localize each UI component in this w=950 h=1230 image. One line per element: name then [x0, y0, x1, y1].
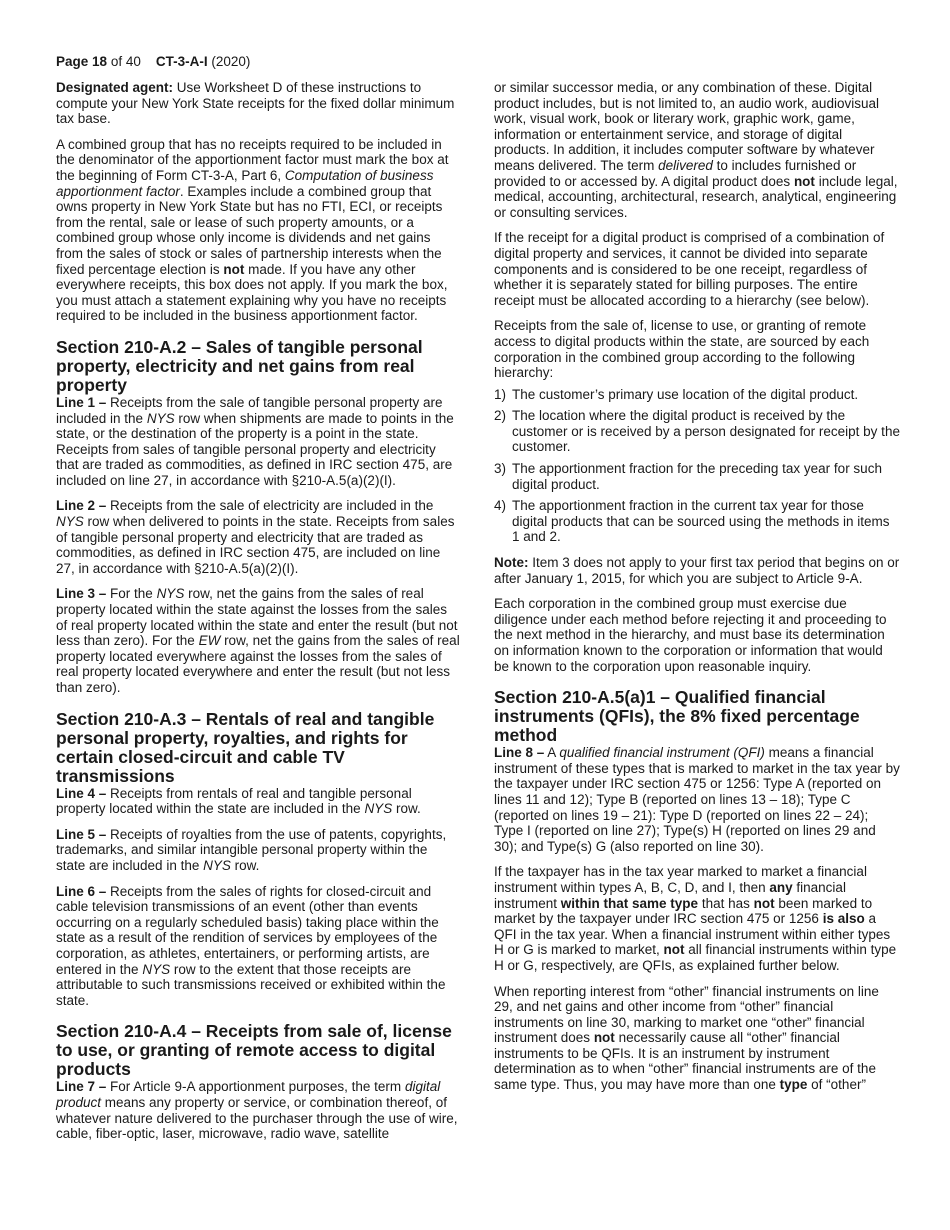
list-item [494, 408, 900, 455]
line-3-paragraph [56, 586, 460, 695]
combined-text-italic: Computation of business apportionment factor [56, 167, 434, 199]
hierarchy-list [494, 387, 900, 545]
list-item-text: The apportionment fraction for the preceding tax year for such digital product. [512, 461, 882, 492]
line-4-label: Line 4 – [56, 785, 107, 801]
note-label: Note: [494, 555, 529, 571]
note-paragraph [494, 555, 900, 586]
list-item-number: 2) [494, 408, 507, 424]
form-year: (2020) [211, 54, 251, 69]
dp-text-b: to includes furnished or provided to or accessed by. A digital product does [494, 157, 857, 189]
receipts-hierarchy-paragraph: Receipts from the sale of, license to use, or granting of remote access to digital products within the state, are sourced by each corporation in the combined group according to the following hierarchy: [494, 318, 870, 381]
line-3-italic-nys: NYS [156, 586, 185, 602]
line-3-italic-ew: EW [198, 633, 221, 649]
designated-agent-label: Designated agent: [56, 80, 174, 95]
line-4-italic: NYS [364, 801, 393, 817]
due-diligence-paragraph: Each corporation in the combined group must exercise due diligence under each method before rejecting it and proceeding to the next method in the hierarchy, and must base its determination on information known to the corporation or information that would be known to the corporation upon reasonable inquiry. [494, 596, 887, 674]
line-7-text-a: For Article 9-A apportionment purposes, the term [106, 1079, 405, 1095]
oi-bold-type: type [779, 1077, 808, 1093]
left-column [56, 80, 460, 1142]
section-210-a3-heading: Section 210-A.3 – Rentals of real and tangible personal property, royalties, and rights for certain closed-circuit and cable TV transmissions [56, 708, 435, 786]
line-5-label: Line 5 – [56, 826, 107, 842]
dp-text-a: or similar successor media, or any combination of these. Digital product includes, but is not limited to, an audio work, audiovisual work, visual work, book or literary work, graphic work, game, information or entertainment service, and storage of digital products. In addition, it includes computer software by whatever means delivered. The term [494, 80, 879, 173]
combined-text-bold: not [223, 261, 245, 277]
list-item [494, 387, 900, 403]
line-6-text-a: Receipts from the sales of rights for closed-circuit and cable television transmissions of an event (other than events occurring on a regularly scheduled basis) taking place within the state as a result of the rendition of services by employees of the corporation, as athletes, entertainers, or performing artists, are entered in the [56, 883, 439, 977]
line-2-text-b: row when delivered to points in the state. Receipts from sales of tangible personal property and electricity that are traded as commodities, as defined in IRC section 475, are included on line 27, in accordance with §210-A.5(a)(2)(I). [56, 514, 455, 576]
combined-text-3: made. If you have any other everywhere receipts, this box does not apply. If you mark the box, you must attach a statement explaining why you have no receipts required to be included in the business apportionment factor. [56, 261, 448, 324]
line-2-italic: NYS [56, 514, 84, 530]
line-7-text-b: means any property or service, or combination thereof, of whatever nature delivered to the purchaser through the use of wire, cable, fiber-optic, laser, microwave, radio wave, satellite [56, 1094, 458, 1142]
line-7-label: Line 7 – [56, 1079, 107, 1095]
line-8-paragraph [494, 745, 900, 854]
line-3-text-b: row, net the gains from the sales of real property located within the state against the losses from the sales of real property located within the state and enter the result (but not less than zero). For the [56, 586, 458, 649]
line-1-italic: NYS [146, 410, 175, 426]
list-item [494, 498, 900, 545]
tq-text-e: a QFI in the tax year. When a financial instrument within either types H or G is marked to market, [494, 911, 891, 958]
line-3-text-c: row, net the gains from the sales of real property located everywhere against the losses from the sales of real property located everywhere and enter the result (but not less than zero). [56, 633, 460, 695]
tq-bold-not-2: not [663, 942, 685, 958]
list-item-number: 3) [494, 461, 507, 477]
tq-text-d: been marked to market by the taxpayer under IRC section 475 or 1256 [494, 895, 873, 927]
line-4-paragraph [56, 786, 460, 817]
tq-bold-same-type: within that same type [560, 895, 699, 911]
right-column [494, 80, 900, 1093]
designated-agent-paragraph [56, 80, 460, 127]
line-2-label: Line 2 – [56, 498, 107, 514]
line-4-text-b: row. [392, 801, 421, 817]
list-item-number: 1) [494, 386, 507, 402]
combined-group-paragraph [56, 137, 460, 324]
designated-agent-text: Use Worksheet D of these instructions to compute your New York State receipts for the fixed dollar minimum tax base. [56, 80, 455, 127]
line-1-text-a: Receipts from the sale of tangible personal property are included in the [56, 394, 443, 426]
oi-text-c: of “other” [807, 1077, 866, 1093]
combined-text-2: . Examples include a combined group that owns property in New York State but has no FTI, ECI, or receipts from the rental, sale or lease of such property amounts, or a combined group whose only income is dividends and net gains from the sales of stock or sales of partnership interests when the fixed percentage election is [56, 183, 443, 277]
line-8-label: Line 8 – [494, 745, 545, 761]
dp-text-c: include legal, medical, accounting, architectural, research, analytical, engineering or consulting services. [494, 173, 898, 220]
section-210-a4-heading: Section 210-A.4 – Receipts from sale of, license to use, or granting of remote access to digital products [56, 1021, 452, 1080]
dp-italic-delivered: delivered [658, 157, 713, 173]
tq-bold-any: any [769, 879, 793, 895]
line-1-label: Line 1 – [56, 394, 107, 410]
oi-bold-not: not [593, 1030, 615, 1046]
digital-product-continued-paragraph [494, 80, 900, 220]
taxpayer-qfi-paragraph [494, 864, 900, 973]
line-7-paragraph [56, 1079, 460, 1141]
dp-bold-not: not [793, 173, 815, 189]
line-1-text-b: row when shipments are made to points in the state, or the destination of the property is a point in the state. Receipts from sales of tangible personal property and electricity that are traded as commodities, as defined in IRC section 475, are included on line 27, in accordance with §210-A.5(a)(2)(I). [56, 410, 454, 488]
line-8-text-b: means a financial instrument of these types that is marked to market in the tax year by the taxpayer under IRC section 475 or 1256: Type A (reported on lines 11 and 12); Type B (reported on lines 13 – 18); Type C (reported on lines 19 – 21): Type D (reported on lines 22 – 24); Type I (reported on line 27); Type(s) H (reported on lines 29 and 30); and Type(s) G (also reported on line 30). [494, 745, 900, 854]
list-item-text: The apportionment fraction in the current tax year for those digital products that can be sourced using the methods in items 1 and 2. [512, 498, 890, 545]
page-number: Page 18 [56, 54, 108, 69]
tq-text-f: all financial instruments within type H or G, respectively, are QFIs, as explained further below. [494, 942, 897, 973]
combination-receipt-paragraph: If the receipt for a digital product is comprised of a combination of digital property and services, it cannot be divided into separate components and is considered to be one receipt, regardless of whether it is separately stated for billing purposes. The entire receipt must be allocated according to a hierarchy (see below). [494, 230, 885, 308]
line-4-text-a: Receipts from rentals of real and tangible personal property located within the state are included in the [56, 785, 412, 817]
note-text: Item 3 does not apply to your first tax period that begins on or after January 1, 2015, for which you are subject to Article 9-A. [494, 555, 900, 586]
tq-text-b: financial instrument [494, 879, 846, 911]
line-2-text-a: Receipts from the sale of electricity are included in the [106, 498, 434, 514]
line-6-text-b: row to the extent that those receipts are attributable to such transmissions received or exhibited within the state. [56, 961, 446, 1008]
tq-bold-is-also: is also [822, 911, 865, 927]
form-id: CT-3-A-I [155, 54, 208, 69]
line-6-label: Line 6 – [56, 883, 107, 899]
line-8-italic: qualified financial instrument (QFI) [559, 745, 765, 761]
section-210-a2-heading: Section 210-A.2 – Sales of tangible personal property, electricity and net gains from real property [56, 336, 423, 395]
combined-text-1: A combined group that has no receipts required to be included in the denominator of the apportionment factor must mark the box at the beginning of Form CT-3-A, Part 6, [56, 136, 449, 183]
line-5-text-a: Receipts of royalties from the use of patents, copyrights, trademarks, and similar intangible personal property within the state are included in the [56, 826, 447, 873]
list-item [494, 461, 900, 492]
line-8-text-a: A [544, 745, 560, 761]
page-header [56, 53, 250, 70]
line-2-paragraph [56, 498, 460, 576]
line-3-text-a: For the [106, 586, 157, 602]
tq-bold-not: not [753, 895, 775, 911]
tq-text-a: If the taxpayer has in the tax year marked to market a financial instrument within types A, B, C, D, and I, then [494, 864, 867, 895]
line-5-text-b: row. [230, 857, 260, 873]
list-item-number: 4) [494, 498, 507, 514]
tq-text-c: that has [698, 895, 754, 911]
line-6-italic: NYS [142, 961, 171, 977]
line-3-label: Line 3 – [56, 586, 107, 602]
line-5-italic: NYS [203, 857, 231, 873]
line-6-paragraph [56, 884, 460, 1009]
oi-text-b: necessarily cause all “other” financial instruments to be QFIs. It is an instrument by instrument determination as to when “other” financial instruments are of the same type. Thus, you may have more than one [494, 1030, 876, 1093]
other-instruments-paragraph [494, 984, 900, 1093]
section-210-a5-heading: Section 210-A.5(a)1 – Qualified financial instruments (QFIs), the 8% fixed percentage method [494, 687, 860, 746]
oi-text-a: When reporting interest from “other” financial instruments on line 29, and net gains and other income from “other” financial instruments on line 30, marking to market one “other” financial instrument does [494, 983, 879, 1046]
list-item-text: The customer’s primary use location of the digital product. [512, 386, 859, 402]
line-5-paragraph [56, 827, 460, 874]
line-1-paragraph [56, 395, 460, 489]
list-item-text: The location where the digital product is received by the customer or is received by a person designated for receipt by the customer. [512, 408, 900, 455]
line-7-italic: digital product [56, 1079, 441, 1110]
page-total: of 40 [110, 54, 141, 69]
